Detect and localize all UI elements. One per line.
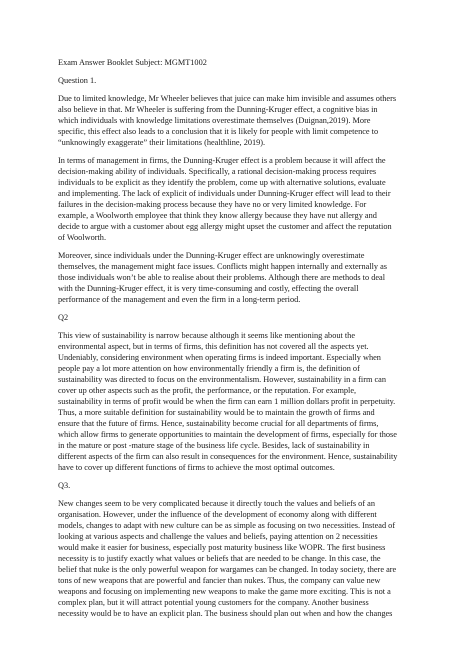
q2-paragraph-1 <box>58 330 416 473</box>
text-line: Undeniably, considering environment when operating firms is indeed important. Especially when <box>58 353 381 362</box>
text-line: This view of sustainability is narrow because although it seems like mentioning about the <box>58 331 356 340</box>
text-line: New changes seem to be very complicated because it directly touch the values and beliefs of an <box>58 499 376 508</box>
text-line: complex plan, but it will attract potential young customers for the company. Another business <box>58 598 369 607</box>
text-line: Due to limited knowledge, Mr Wheeler believes that juice can make him invisible and assumes others <box>58 94 397 103</box>
text-line: models, changes to adapt with new culture can be as simple as focusing on two necessities. Instead of <box>58 521 396 530</box>
text-line: would make it easier for business, especially post maturity business like WOPR. The first business <box>58 543 386 552</box>
text-line: Moreover, since individuals under the Dunning-Kruger effect are unknowingly overestimate <box>58 251 365 260</box>
text-line: failures in the decision-making process because they have no or very limited knowledge. For <box>58 200 367 209</box>
text-line: ensure that the future of firms. Hence, sustainability become crucial for all departments of firms, <box>58 419 379 428</box>
text-line: also believe in that. Mr Wheeler is suffering from the Dunning-Kruger effect, a cognitive bias in <box>58 105 378 114</box>
question-3-heading: Q3. <box>58 481 71 490</box>
text-line: example, a Woolworth employee that think they know allergy because they have nut allergy and <box>58 211 377 220</box>
text-line: people pay a lot more attention on how environmentally friendly a firm is, the definition of <box>58 364 360 373</box>
q1-paragraph-2 <box>58 155 416 243</box>
text-line: performance of the management and even the firm in a long-term period. <box>58 295 301 304</box>
text-line: those individuals won’t be able to realise about their problems. Although there are methods to deal <box>58 273 386 282</box>
text-line: necessity is to justify exactly what values or beliefs that are needed to be change. In this case, the <box>58 554 381 563</box>
text-line: in the mature or post -mature stage of the business life cycle. Besides, lack of sustainability in <box>58 441 370 450</box>
q3-paragraph-1 <box>58 498 416 619</box>
text-line: which allow firms to generate opportunities to maintain the development of firms, especially for those <box>58 430 397 439</box>
text-line: different aspects of the firm can also result in consequences for the environment. Hence, sustainability <box>58 452 398 461</box>
q1-paragraph-3 <box>58 250 416 305</box>
text-line: with the Dunning-Kruger effect, it is very time-consuming and costly, effecting the overall <box>58 284 359 293</box>
text-line: sustainability was directed to focus on the environmentalism. However, sustainability in a firm can <box>58 375 387 384</box>
text-line: looking at various aspects and challenge the values and beliefs, paying attention on 2 necessities <box>58 532 378 541</box>
text-line: sustainability in terms of profit would be when the firm can earn 1 million dollars profit in perpetuity. <box>58 397 396 406</box>
text-line: of Woolworth. <box>58 233 107 242</box>
text-line: decide to argue with a customer about egg allergy might upset the customer and affect the reputation <box>58 222 392 231</box>
text-line: belief that nuke is the only powerful weapon for wargames can be changed. In today society, there are <box>58 565 397 574</box>
text-line: Thus, a more suitable definition for sustainability would be to maintain the growth of firms and <box>58 408 375 417</box>
text-line: environmental aspect, but in terms of firms, this definition has not covered all the aspects yet. <box>58 342 369 351</box>
booklet-title: Exam Answer Booklet Subject: MGMT1002 <box>58 58 207 67</box>
text-line: tons of new weapons that are powerful and fancier than nukes. Thus, the company can value new <box>58 576 381 585</box>
question-2-heading: Q2 <box>58 313 69 322</box>
text-line: have to cover up different functions of firms to achieve the most optimal outcomes. <box>58 463 335 472</box>
text-line: and implementing. The lack of explicit of individuals under Dunning-Kruger effect will lead to their <box>58 189 391 198</box>
text-line: themselves, the management might face issues. Conflicts might happen internally and externally as <box>58 262 388 271</box>
question-1-heading: Question 1. <box>58 76 97 85</box>
text-line: weapons and focusing on implementing new weapons to make the game more exciting. This is not a <box>58 587 391 596</box>
text-line: necessity would be to have an explicit plan. The business should plan out when and how the changes <box>58 609 393 618</box>
q1-paragraph-1 <box>58 93 416 148</box>
text-line: which individuals with knowledge limitations overestimate themselves (Duignan,2019). More <box>58 116 371 125</box>
text-line: cover up other aspects such as the profit, the performance, or the reputation. For example, <box>58 386 357 395</box>
text-line: organisation. However, under the influence of the development of economy along with different <box>58 510 377 519</box>
text-line: individuals to be explicit as they identify the problem, come up with alternative solutions, evaluate <box>58 178 386 187</box>
text-line: specific, this effect also leads to a conclusion that it is likely for people with limit competence to <box>58 127 379 136</box>
text-line: In terms of management in firms, the Dunning-Kruger effect is a problem because it will affect the <box>58 156 386 165</box>
text-line: decision-making ability of individuals. Specifically, a rational decision-making process requires <box>58 167 377 176</box>
text-line: “unknowingly exaggerate” their limitations (healthline, 2019). <box>58 138 266 147</box>
